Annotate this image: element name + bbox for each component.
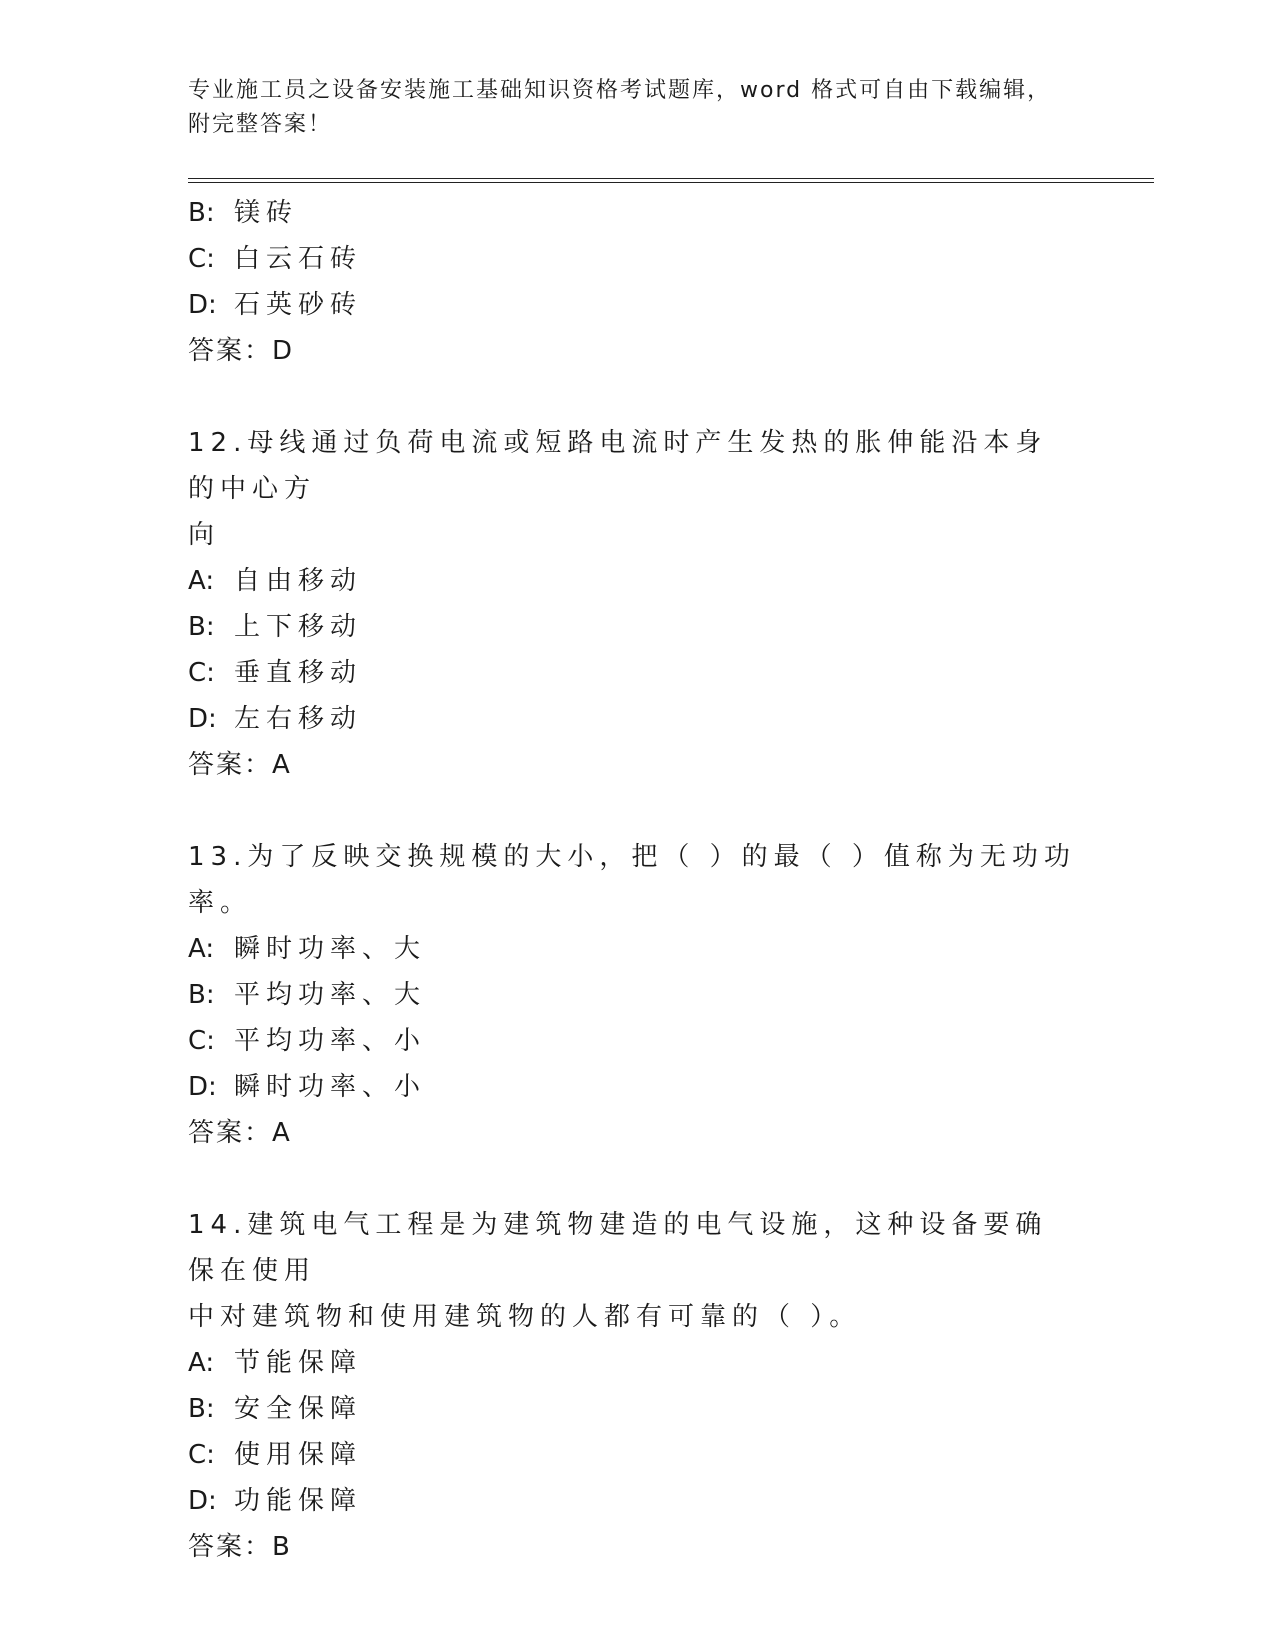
question-number: 12.	[188, 428, 248, 458]
question-text	[188, 1202, 1078, 1294]
option-letter: D:	[188, 1486, 217, 1516]
answer-label: 答案：	[188, 1532, 273, 1562]
answer-line	[188, 742, 1088, 788]
answer-label: 答案：	[188, 336, 273, 366]
question-number: 14.	[188, 1210, 248, 1240]
option-text: 上下移动	[234, 612, 363, 642]
spacer	[188, 788, 1088, 834]
option-c	[188, 236, 1088, 282]
option-text: 瞬时功率、小	[234, 1072, 427, 1102]
option-text: 白云石砖	[234, 244, 363, 274]
partial-question	[188, 190, 1088, 374]
option-letter: C:	[188, 658, 215, 688]
question-text	[188, 834, 1078, 926]
option-letter: A:	[188, 1348, 215, 1378]
option-a	[188, 1340, 1088, 1386]
answer-line	[188, 1110, 1088, 1156]
option-text: 节能保障	[234, 1348, 363, 1378]
answer-label: 答案：	[188, 1118, 273, 1148]
option-text: 使用保障	[234, 1440, 363, 1470]
option-letter: C:	[188, 1440, 215, 1470]
answer-value: B	[272, 1532, 290, 1562]
question-text	[188, 420, 1078, 512]
answer-value: A	[272, 750, 290, 780]
question-text-line-2: 向	[188, 520, 221, 550]
option-letter: B:	[188, 980, 215, 1010]
answer-label: 答案：	[188, 750, 273, 780]
question-text-line-2: 中对建筑物和使用建筑物的人都有可靠的（ ）。	[188, 1302, 862, 1332]
answer-value: A	[272, 1118, 290, 1148]
option-text: 功能保障	[234, 1486, 363, 1516]
question-text-line-1: 母线通过负荷电流或短路电流时产生发热的胀伸能沿本身的中心方	[188, 428, 1048, 504]
option-d	[188, 696, 1088, 742]
option-b	[188, 1386, 1088, 1432]
option-b	[188, 972, 1088, 1018]
option-d	[188, 1478, 1088, 1524]
option-text: 瞬时功率、大	[234, 934, 427, 964]
option-c	[188, 650, 1088, 696]
question-12	[188, 420, 1088, 788]
header-divider	[188, 178, 1154, 183]
header-line-1: 专业施工员之设备安装施工基础知识资格考试题库，word 格式可自由下载编辑，	[188, 78, 1052, 103]
option-letter: A:	[188, 934, 215, 964]
option-letter: B:	[188, 612, 215, 642]
option-d	[188, 1064, 1088, 1110]
header-line-2: 附完整答案！	[188, 112, 333, 137]
question-number: 13.	[188, 842, 248, 872]
option-text: 左右移动	[234, 704, 363, 734]
option-a	[188, 558, 1088, 604]
option-letter: C:	[188, 244, 215, 274]
option-text: 平均功率、大	[234, 980, 427, 1010]
spacer	[188, 374, 1088, 420]
option-text: 平均功率、小	[234, 1026, 427, 1056]
spacer	[188, 1156, 1088, 1202]
option-letter: A:	[188, 566, 215, 596]
option-letter: D:	[188, 290, 217, 320]
option-c	[188, 1432, 1088, 1478]
question-14	[188, 1202, 1088, 1570]
question-text-line-1: 建筑电气工程是为建筑物建造的电气设施，这种设备要确保在使用	[188, 1210, 1048, 1286]
option-letter: B:	[188, 1394, 215, 1424]
option-b	[188, 190, 1088, 236]
option-a	[188, 926, 1088, 972]
option-c	[188, 1018, 1088, 1064]
question-13	[188, 834, 1088, 1156]
option-text: 镁砖	[234, 198, 299, 228]
option-letter: D:	[188, 1072, 217, 1102]
question-text-line-1: 为了反映交换规模的大小，把（ ）的最（ ）值称为无功功率。	[188, 842, 1076, 918]
answer-value: D	[272, 336, 293, 366]
question-list	[188, 190, 1088, 1570]
answer-line	[188, 1524, 1088, 1570]
option-text: 安全保障	[234, 1394, 363, 1424]
document-header	[188, 74, 1068, 142]
option-text: 石英砂砖	[234, 290, 363, 320]
answer-line	[188, 328, 1088, 374]
option-d	[188, 282, 1088, 328]
option-letter: D:	[188, 704, 217, 734]
option-b	[188, 604, 1088, 650]
option-letter: B:	[188, 198, 215, 228]
option-text: 自由移动	[234, 566, 363, 596]
option-text: 垂直移动	[234, 658, 363, 688]
option-letter: C:	[188, 1026, 215, 1056]
